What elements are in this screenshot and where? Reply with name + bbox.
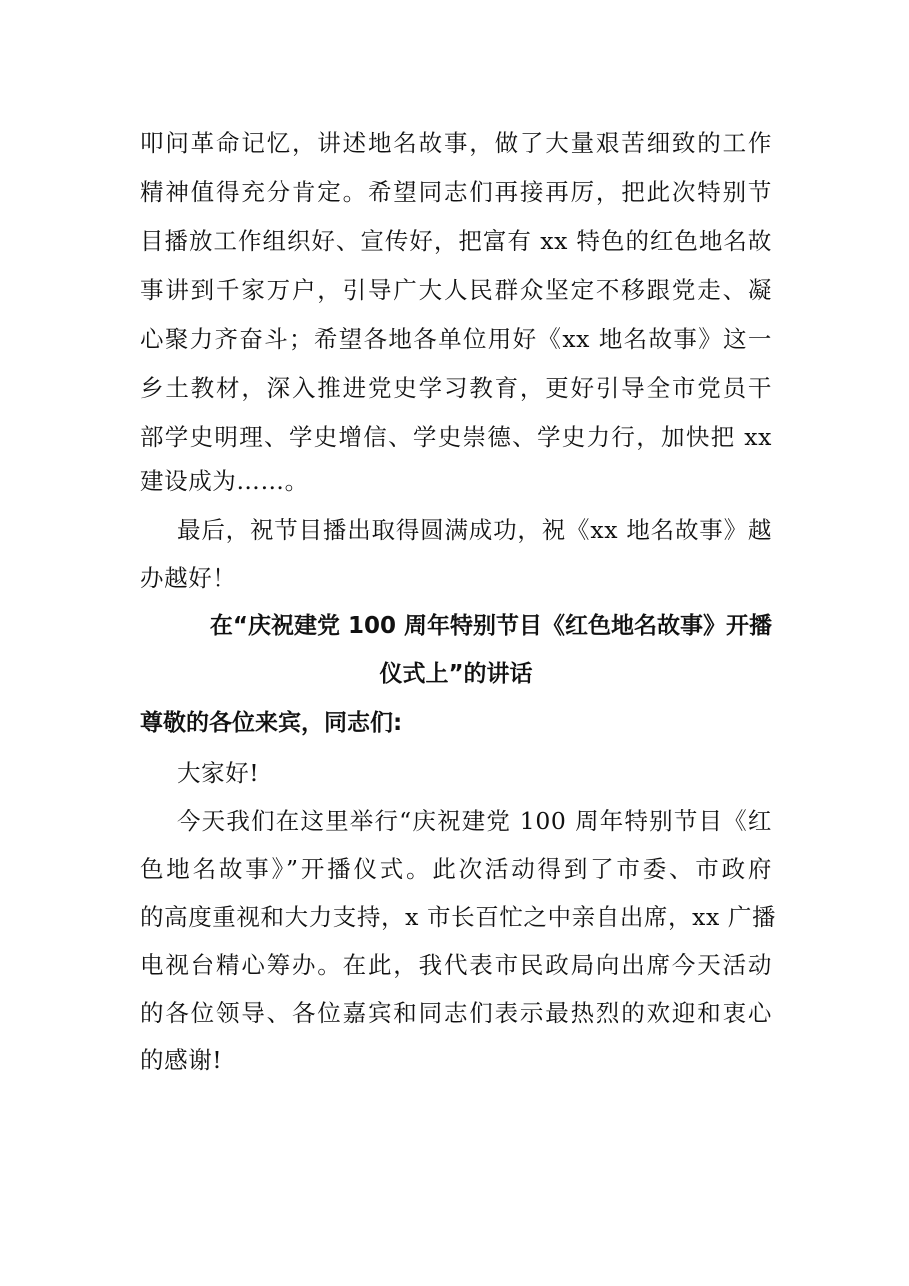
paragraph-3-line: 的高度重视和大力支持，x 市长百忙之中亲自出席，xx 广播 — [140, 903, 777, 931]
salutation: 尊敬的各位来宾，同志们: — [140, 710, 403, 736]
paragraph-1-line: 乡土教材，深入推进党史学习教育，更好引导全市党员干 — [140, 374, 772, 402]
paragraph-1-line: 心聚力齐奋斗；希望各地各单位用好《xx 地名故事》这一 — [140, 325, 772, 353]
paragraph-3-line: 的各位领导、各位嘉宾和同志们表示最热烈的欢迎和衷心 — [140, 999, 772, 1027]
paragraph-3-line: 今天我们在这里举行“庆祝建党 100 周年特别节目《红 — [177, 807, 772, 835]
paragraph-3-line: 色地名故事》”开播仪式。此次活动得到了市委、市政府 — [140, 855, 772, 883]
paragraph-3-line: 的感谢! — [140, 1046, 223, 1074]
paragraph-1-line: 部学史明理、学史增信、学史崇德、学史力行，加快把 xx — [140, 423, 772, 451]
speech-title-line-2: 仪式上”的讲话 — [379, 661, 533, 687]
paragraph-1-line: 叩问革命记忆，讲述地名故事，做了大量艰苦细致的工作 — [140, 129, 772, 157]
paragraph-1-line: 事讲到千家万户，引导广大人民群众坚定不移跟党走、凝 — [140, 276, 772, 304]
speech-title-line-1: 在“庆祝建党 100 周年特别节目《红色地名故事》开播 — [209, 613, 772, 639]
paragraph-3-line: 电视台精心筹办。在此，我代表市民政局向出席今天活动 — [140, 951, 772, 979]
paragraph-1-line: 建设成为……。 — [140, 467, 309, 495]
paragraph-1-line: 精神值得充分肯定。希望同志们再接再厉，把此次特别节 — [140, 178, 772, 206]
greeting: 大家好! — [177, 759, 260, 787]
paragraph-2-line: 办越好！ — [140, 564, 237, 592]
paragraph-1-line: 目播放工作组织好、宣传好，把富有 xx 特色的红色地名故 — [140, 227, 772, 255]
paragraph-2-line: 最后，祝节目播出取得圆满成功，祝《xx 地名故事》越 — [177, 516, 772, 544]
